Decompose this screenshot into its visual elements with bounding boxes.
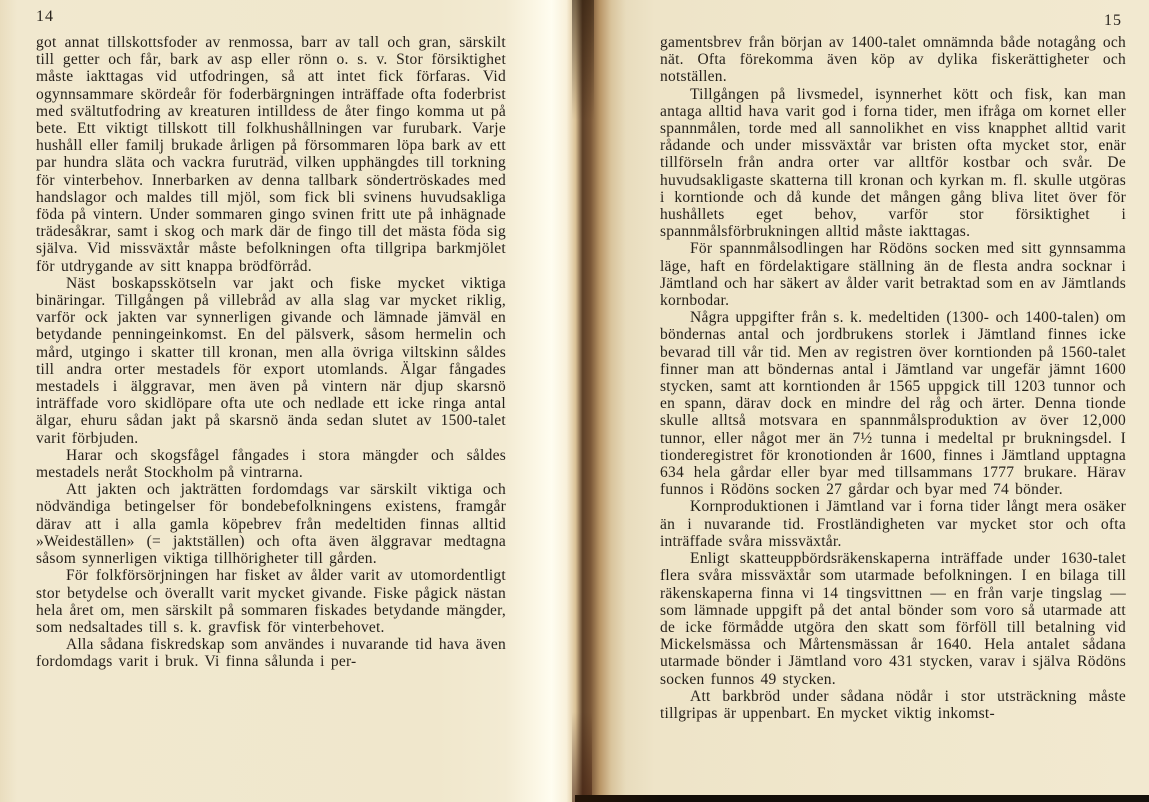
paragraph: Kornproduktionen i Jämtland var i forna tider långt mera osäker än i nuvarande tid. Frostländigheten var mycket stor och ofta inträffade svåra missväxtår. [660,498,1126,550]
paragraph: Alla sådana fiskredskap som användes i nuvarande tid hava även fordomdags varit i bruk. Vi finna sålunda i per- [36,636,506,671]
page-number-right: 15 [1104,12,1122,29]
paragraph: Några uppgifter från s. k. medeltiden (1300- och 1400-talen) om böndernas antal och jordbrukens storlek i Jämtland finnes icke bevarad till vår tid. Men av registren över korntionden på 1560-talet finner man att böndernas antal i Jämtland var ungefär jämnt 1600 stycken, samt att korntionden år 1565 uppgick till 1203 tunnor och en spann, därav dock en mindre del råg och ärter. Denna tionde skulle alltså motsvara en spannmålsproduktion av över 12,000 tunnor, eller något mer än 7½ tunna i medeltal pr brukningsdel. I tionderegistret för kronotionden år 1600, finnes i Jämtland upptagna 634 hela gårdar eller byar med tillsammans 1777 brukare. Härav funnos i Rödöns socken 27 gårdar och byar med 74 bönder. [660,309,1126,499]
right-page-text [660,34,1126,722]
scan-edge-bar [575,795,1149,802]
paragraph: Enligt skatteuppbördsräkenskaperna inträffade under 1630-talet flera svåra missväxtår som utarmade befolkningen. I en bilaga till räkenskaperna finna vi 14 tingsvittnen — en från varje tingslag — som lämnade uppgift på det antal bönder som voro så utarmade att de icke förmådde utgöra den skatt som förföll till betalning vid Mickelsmässa och Mårtensmässan år 1640. Hela antalet sådana utarmade bönder i Jämtland voro 431 stycken, varav i själva Rödöns socken funnos 49 stycken. [660,550,1126,688]
paragraph: Att barkbröd under sådana nödår i stor utsträckning måste tillgripas är uppenbart. En mycket viktig inkomst- [660,687,1126,722]
paragraph: Harar och skogsfågel fångades i stora mängder och såldes mestadels neråt Stockholm på vintrarna. [36,446,506,482]
paragraph: gamentsbrev från början av 1400-talet omnämnda både notagång och nät. Ofta förekomma även köp av dylika fiskerättigheter och notställen. [660,34,1126,86]
paragraph: Att jakten och jakträtten fordomdags var särskilt viktiga och nödvändiga betingelser för bondebefolkningens existens, framgår därav att i alla gamla köpebrev från medeltiden finnas alltid »Weideställen» (= jaktställen) och ofta även älggravar medtagna såsom synnerligen viktiga tillhörigheter till gården. [36,481,506,568]
book-gutter-shadow-bottom [572,712,592,802]
page-number-left: 14 [36,8,54,25]
paragraph: Näst boskapsskötseln var jakt och fiske mycket viktiga binäringar. Tillgången på villebråd av alla slag var mycket riklig, varför ock jakten var synnerligen givande och lämnade jämväl en betydande penningeinkomst. En del pälsverk, såsom hermelin och mård, utgingo i skatter till kronan, men alla övriga viltskinn såldes till andra orter mestadels för export utomlands. Älgar fångades mestadels i älggravar, men även på vintern när djup skarsnö inträffade voro skidlöpare ofta ute och nedlade ett icke ringa antal älgar, ehuru sådan jakt på skarsnö ända sedan slutet av 1500-talet varit förbjuden. [36,274,506,447]
left-page-text [36,34,506,671]
paragraph: got annat tillskottsfoder av renmossa, barr av tall och gran, särskilt till getter och får, bark av asp eller rönn o. s. v. Stor försiktighet måste iakttagas vid utfodringen, så att intet fick förfaras. Vid ogynnsammare skördeår för foderbärgningen inträffade ofta foderbrist med svältutfodring av kreaturen intilldess de åter fingo komma ut på bete. Ett viktigt tillskott till folkhushållningen var furubark. Varje hushåll eller familj brukade årligen på försommaren löpa bark av ett par hundra släta och vackra furuträd, vilken upphängdes till torkning för vinterbehov. Innerbarken av denna tallbark söndertröskades med handslagor och maldes till mjöl, som fick bli svinens huvudsakliga föda på vintern. Under sommaren gingo svinen fritt ute på inhägnade trädesåkrar, samt i skog och mark där de fingo till det mästa föda sig själva. Vid missväxtår måste befolkningen ofta tillgripa barkmjölet för utdrygande av sitt knappa brödförråd. [36,34,506,275]
paragraph: För folkförsörjningen har fisket av ålder varit av utomordentligt stor betydelse och överallt varit mycket givande. Fiske pågick nästan hela året om, men särskilt på sommaren fiskades betydande mängder, som nedsaltades till s. k. gravfisk för vinterbehovet. [36,567,506,636]
paragraph: För spannmålsodlingen har Rödöns socken med sitt gynnsamma läge, haft en fördelaktigare ställning än de flesta andra socknar i Jämtland och har säkert av ålder varit betraktad som en av Jämtlands kornbodar. [660,240,1126,310]
book-gutter-shadow-top [572,0,594,120]
paragraph: Tillgången på livsmedel, isynnerhet kött och fisk, kan man antaga alltid hava varit god i forna tider, men ifråga om kornet eller spannmålen, torde med all sannolikhet en viss knapphet alltid varit rådande och under missväxtår var bristen ofta mycket stor, enär tillförseln från andra orter var alltför kostbar och svår. De huvudsakligaste skatterna till kronan och kyrkan m. fl. skulle utgöras i korntionde och då kunde det mången gång bliva litet över för hushållets eget behov, varför stor försiktighet i spannmålsförbrukningen alltid måste iakttagas. [660,85,1126,241]
